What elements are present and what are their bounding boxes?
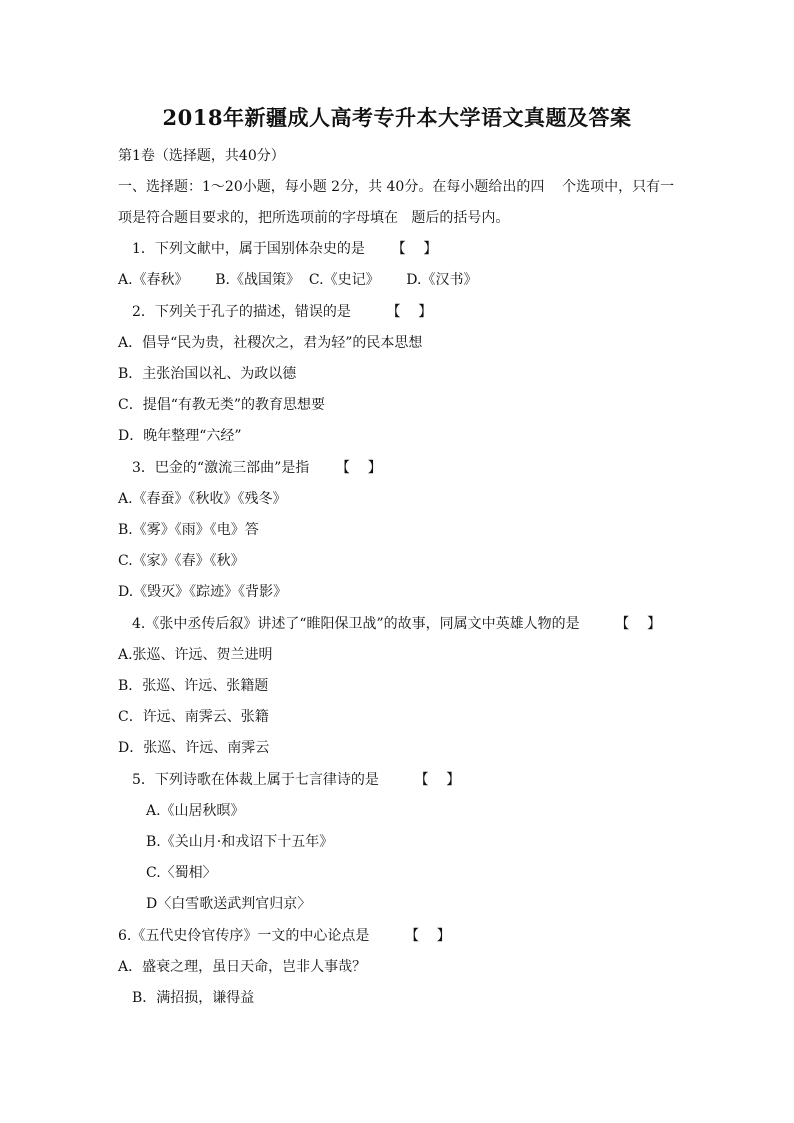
option-d: D．晚年整理“六经” <box>118 428 242 444</box>
question-1-options: A.《春秋》 B.《战国策》 C.《史记》 D.《汉书》 <box>118 272 478 288</box>
option-b: B．满招损，谦得益 <box>132 990 255 1006</box>
document-title: 2018年新疆成人高考专升本大学语文真题及答案 <box>162 105 632 130</box>
section-heading: 第1卷（选择题，共40分） <box>118 148 285 164</box>
question-2: 2．下列关于孔子的描述，错误的是 【 】 <box>132 304 433 320</box>
option-c: C．许远、南霁云、张籍 <box>118 709 269 725</box>
option-a: A.张巡、许远、贺兰进明 <box>118 647 273 663</box>
option-b: B.《雾》《雨》《电》答 <box>118 522 259 538</box>
option-a: A.《春蚕》《秋收》《残冬》 <box>118 491 287 507</box>
option-d: D．张巡、许远、南霁云 <box>118 740 270 756</box>
option-c: C．提倡“有教无类”的教育思想要 <box>118 397 326 413</box>
option-b: B．主张治国以礼、为政以德 <box>118 366 297 382</box>
option-c: C.《家》《春》《秋》 <box>118 553 245 569</box>
option-a: A.《山居秋暝》 <box>146 803 245 819</box>
option-d: D.《毁灭》《踪迹》《背影》 <box>118 584 288 600</box>
question-5: 5．下列诗歌在体裁上属于七言律诗的是 【 】 <box>132 772 461 788</box>
instruction-line: 一、选择题：1～20小题，每小题 2分，共 40分。在每小题给出的四 个选项中，只有一 <box>118 179 675 195</box>
option-a: A．倡导“民为贵，社稷次之，君为轻”的民本思想 <box>118 335 423 351</box>
option-a: A．盛衰之理，虽日天命，岂非人事哉？ <box>118 959 367 975</box>
option-c: C.〈蜀相〉 <box>146 865 217 881</box>
question-4: 4.《张中丞传后叙》讲述了“睢阳保卫战”的故事，同属文中英雄人物的是 【 】 <box>132 616 662 632</box>
question-3: 3．巴金的“激流三部曲”是指 【 】 <box>132 460 382 476</box>
question-6: 6.《五代史伶官传序》一文的中心论点是 【 】 <box>118 928 451 944</box>
option-b: B.《关山月·和戎诏下十五年》 <box>146 834 334 850</box>
option-d: D〈白雪歌送武判官归京〉 <box>146 896 312 912</box>
question-1: 1．下列文献中，属于国别体杂史的是 【 】 <box>132 241 438 257</box>
instruction-line: 项是符合题目要求的，把所选项前的字母填在 题后的括号内。 <box>118 210 510 226</box>
option-b: B．张巡、许远、张籍题 <box>118 678 269 694</box>
